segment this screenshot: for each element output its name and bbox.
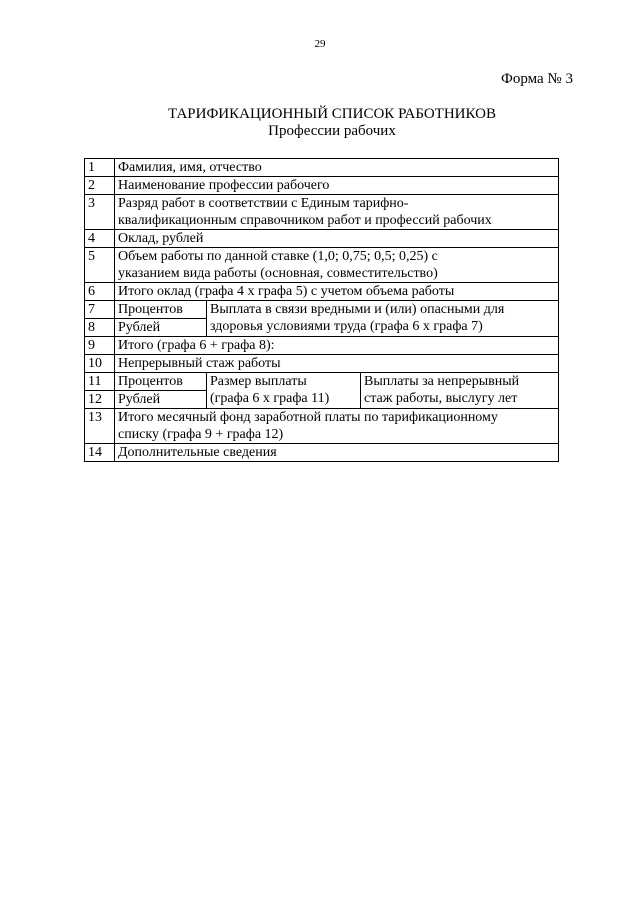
row-number: 14: [85, 444, 115, 462]
row-label: Фамилия, имя, отчество: [115, 159, 559, 177]
table-row: [85, 248, 559, 283]
payment-size-description: [207, 373, 361, 409]
table-row: [85, 195, 559, 230]
table-row: [85, 355, 559, 373]
table-row: [85, 444, 559, 462]
row-label-line: указанием вида работы (основная, совместительство): [118, 266, 438, 281]
description-line: Выплаты за непрерывный: [364, 374, 520, 389]
row-sublabel: Процентов: [115, 373, 207, 391]
table-row: [85, 409, 559, 444]
row-number: 7: [85, 301, 115, 319]
row-number: 3: [85, 195, 115, 230]
tariff-list-table: [84, 158, 559, 462]
table-row: [85, 337, 559, 355]
row-sublabel: Процентов: [115, 301, 207, 319]
description-line: стаж работы, выслугу лет: [364, 391, 518, 406]
row-label: [115, 195, 559, 230]
row-label: [115, 409, 559, 444]
row-label: Наименование профессии рабочего: [115, 177, 559, 195]
table-row: [85, 177, 559, 195]
row-label-line: Итого месячный фонд заработной платы по тарификационному: [118, 410, 498, 425]
row-label-line: списку (графа 9 + графа 12): [118, 427, 284, 442]
row-number: 6: [85, 283, 115, 301]
row-number: 9: [85, 337, 115, 355]
row-label-line: Разряд работ в соответствии с Единым тарифно-: [118, 196, 409, 211]
description-line: (графа 6 х графа 11): [210, 391, 330, 406]
description-line: здоровья условиями труда (графа 6 х графа 7): [210, 319, 483, 334]
row-number: 8: [85, 319, 115, 337]
table-row: [85, 230, 559, 248]
table-row: [85, 373, 559, 391]
table-row: [85, 301, 559, 319]
document-title: ТАРИФИКАЦИОННЫЙ СПИСОК РАБОТНИКОВ: [168, 106, 496, 122]
row-label: [115, 248, 559, 283]
row-sublabel: Рублей: [115, 319, 207, 337]
row-label: Итого (графа 6 + графа 8):: [115, 337, 559, 355]
row-label-line: Объем работы по данной ставке (1,0; 0,75; 0,5; 0,25) с: [118, 249, 438, 264]
row-number: 10: [85, 355, 115, 373]
row-label: Итого оклад (графа 4 х графа 5) с учетом объема работы: [115, 283, 559, 301]
description-line: Размер выплаты: [210, 374, 307, 389]
table-row: [85, 283, 559, 301]
document-subtitle: Профессии рабочих: [268, 123, 396, 139]
row-number: 5: [85, 248, 115, 283]
row-label: Дополнительные сведения: [115, 444, 559, 462]
row-number: 4: [85, 230, 115, 248]
form-label: Форма № 3: [501, 71, 573, 87]
seniority-payment-description: [361, 373, 559, 409]
page-number: 29: [314, 38, 326, 50]
row-number: 13: [85, 409, 115, 444]
row-label: Оклад, рублей: [115, 230, 559, 248]
row-number: 12: [85, 391, 115, 409]
row-number: 1: [85, 159, 115, 177]
hazard-payment-description: [207, 301, 559, 337]
description-line: Выплата в связи вредными и (или) опасными для: [210, 302, 505, 317]
row-label: Непрерывный стаж работы: [115, 355, 559, 373]
row-number: 11: [85, 373, 115, 391]
row-number: 2: [85, 177, 115, 195]
row-sublabel: Рублей: [115, 391, 207, 409]
table-row: [85, 159, 559, 177]
row-label-line: квалификационным справочником работ и профессий рабочих: [118, 213, 492, 228]
